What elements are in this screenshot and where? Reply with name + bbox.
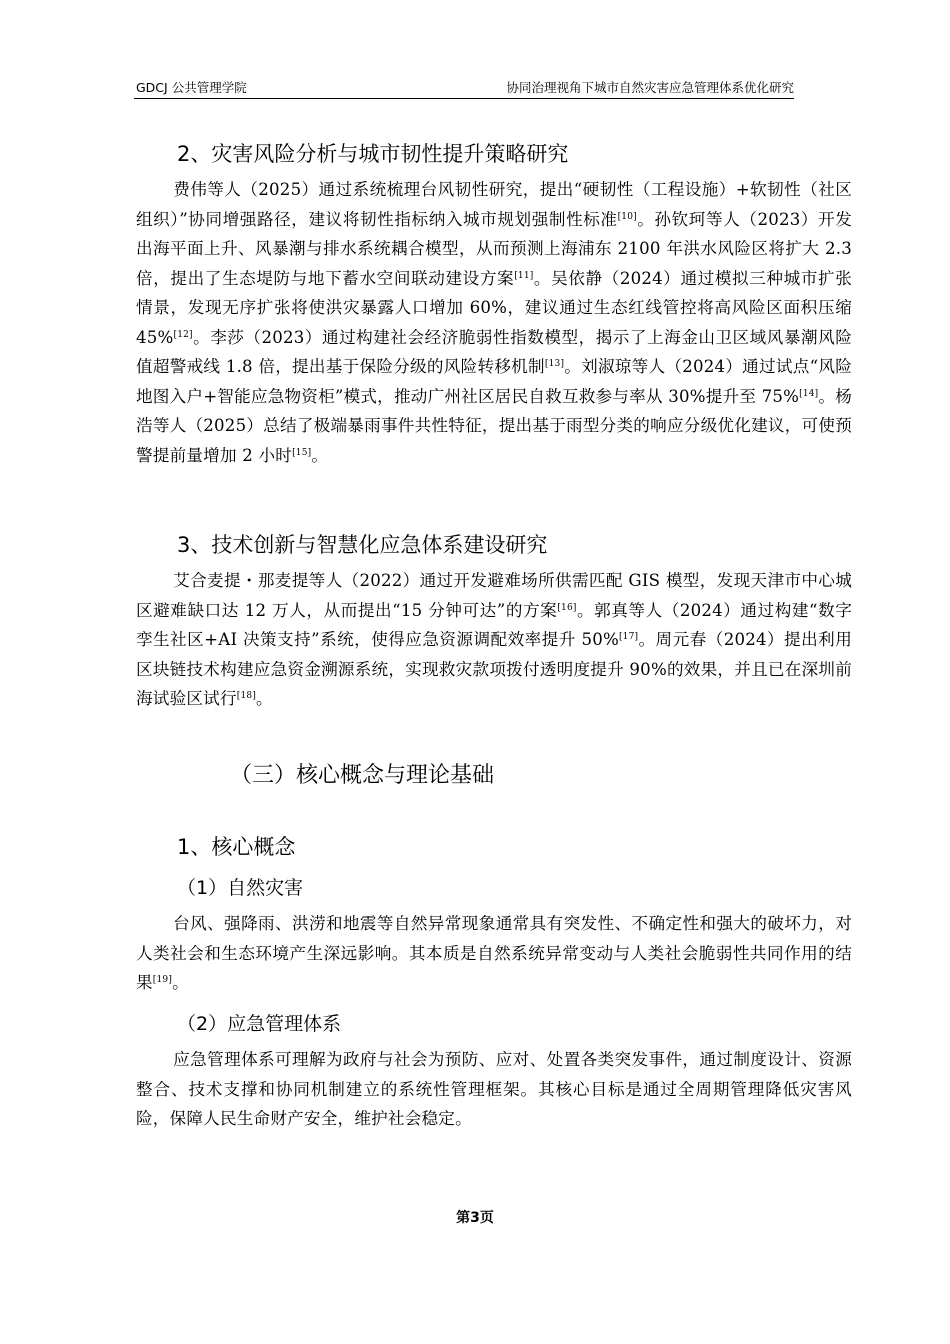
- para-text: 应急管理体系可理解为政府与社会为预防、应对、处置各类突发事件，通过制度设计、资源整合、技术支撑和协同机制建立的系统性管理框架。其核心目标是通过全周期管理降低灾害风险，保障人民生命财产安全，维护社会稳定。: [136, 1050, 852, 1128]
- para-text: 费伟等人（2025）通过系统梳理台风韧性研究，提出“硬韧性（工程设施）+软韧性（社区组织）”协同增强路径，建议将韧性指标纳入城市规划强制性标准: [136, 180, 852, 229]
- para-text: 。周元春（2024）提出利用区块链技术构建应急资金溯源系统，实现救灾款项拨付透明度提升 90%的效果，并且已在深圳前海试验区试行: [136, 630, 852, 708]
- citation-19: [19]: [152, 975, 173, 985]
- part-3-title: （三）核心概念与理论基础: [230, 763, 495, 788]
- para-text: 。李莎（2023）通过构建社会经济脆弱性指数模型，揭示了上海金山卫区域风暴潮风险值超警戒线 1.8 倍，提出基于保险分级的风险转移机制: [136, 327, 852, 376]
- concepts-title: 1、核心概念: [177, 835, 296, 859]
- para-text: 。: [256, 689, 273, 708]
- header-divider: [134, 98, 794, 99]
- citation-15: [15]: [292, 447, 312, 458]
- para-text: 艾合麦提・那麦提等人（2022）通过开发避难场所供需匹配 GIS 模型，发现天津市中心城区避难缺口达 12 万人，从而提出“15 分钟可达”的方案: [136, 571, 852, 620]
- citation-16: [16]: [557, 602, 577, 613]
- para-text: 。吴依静（2024）通过模拟三种城市扩张情景，发现无序扩张将使洪灾暴露人口增加 60%，建议通过生态红线管控将高风险区面积压缩 45%: [136, 268, 852, 347]
- para-text: 。刘淑琼等人（2024）通过试点“风险地图入户+智能应急物资柜”模式，推动广州社区居民自救互救参与率从 30%提升至 75%: [136, 357, 852, 406]
- citation-17: [17]: [618, 632, 639, 642]
- citation-18: [18]: [236, 691, 257, 701]
- para-text: 。杨浩等人（2025）总结了极端暴雨事件共性特征，提出基于雨型分类的响应分级优化建议，可使预警提前量增加 2 小时: [136, 386, 852, 465]
- para-text: 。: [172, 973, 189, 992]
- section-3-title: 3、技术创新与智慧化应急体系建设研究: [177, 533, 548, 557]
- section-2-paragraph: [136, 175, 852, 470]
- section-2-title: 2、灾害风险分析与城市韧性提升策略研究: [177, 142, 569, 166]
- para-text: 台风、强降雨、洪涝和地震等自然异常现象通常具有突发性、不确定性和强大的破坏力，对人类社会和生态环境产生深远影响。其本质是自然系统异常变动与人类社会脆弱性共同作用的结果: [136, 914, 852, 992]
- para-text: 。孙钦珂等人（2023）开发出海平面上升、风暴潮与排水系统耦合模型，从而预测上海浦东 2100 年洪水风险区将扩大 2.3 倍，提出了生态堤防与地下蓄水空间联动建设方案: [136, 209, 853, 288]
- citation-13: [13]: [544, 359, 565, 369]
- natural-disaster-paragraph: [136, 909, 852, 998]
- citation-11: [11]: [514, 270, 534, 281]
- citation-10: [10]: [617, 211, 637, 222]
- emergency-system-paragraph: [136, 1045, 852, 1134]
- citation-14: [14]: [799, 388, 819, 399]
- citation-12: [12]: [173, 329, 193, 340]
- page-header: [134, 78, 794, 98]
- header-left: GDCJ 公共管理学院: [136, 80, 247, 95]
- header-right: 协同治理视角下城市自然灾害应急管理体系优化研究: [506, 80, 794, 95]
- subsection-emergency-system-title: （2）应急管理体系: [177, 1013, 342, 1035]
- section-3-paragraph: [136, 566, 852, 714]
- para-text: 。郭真等人（2024）通过构建“数字孪生社区+AI 决策支持”系统，使得应急资源调配效率提升 50%: [136, 600, 853, 649]
- para-text: 。: [311, 445, 329, 465]
- subsection-natural-disaster-title: （1）自然灾害: [177, 877, 304, 899]
- page-number: 第3页: [456, 1210, 494, 1226]
